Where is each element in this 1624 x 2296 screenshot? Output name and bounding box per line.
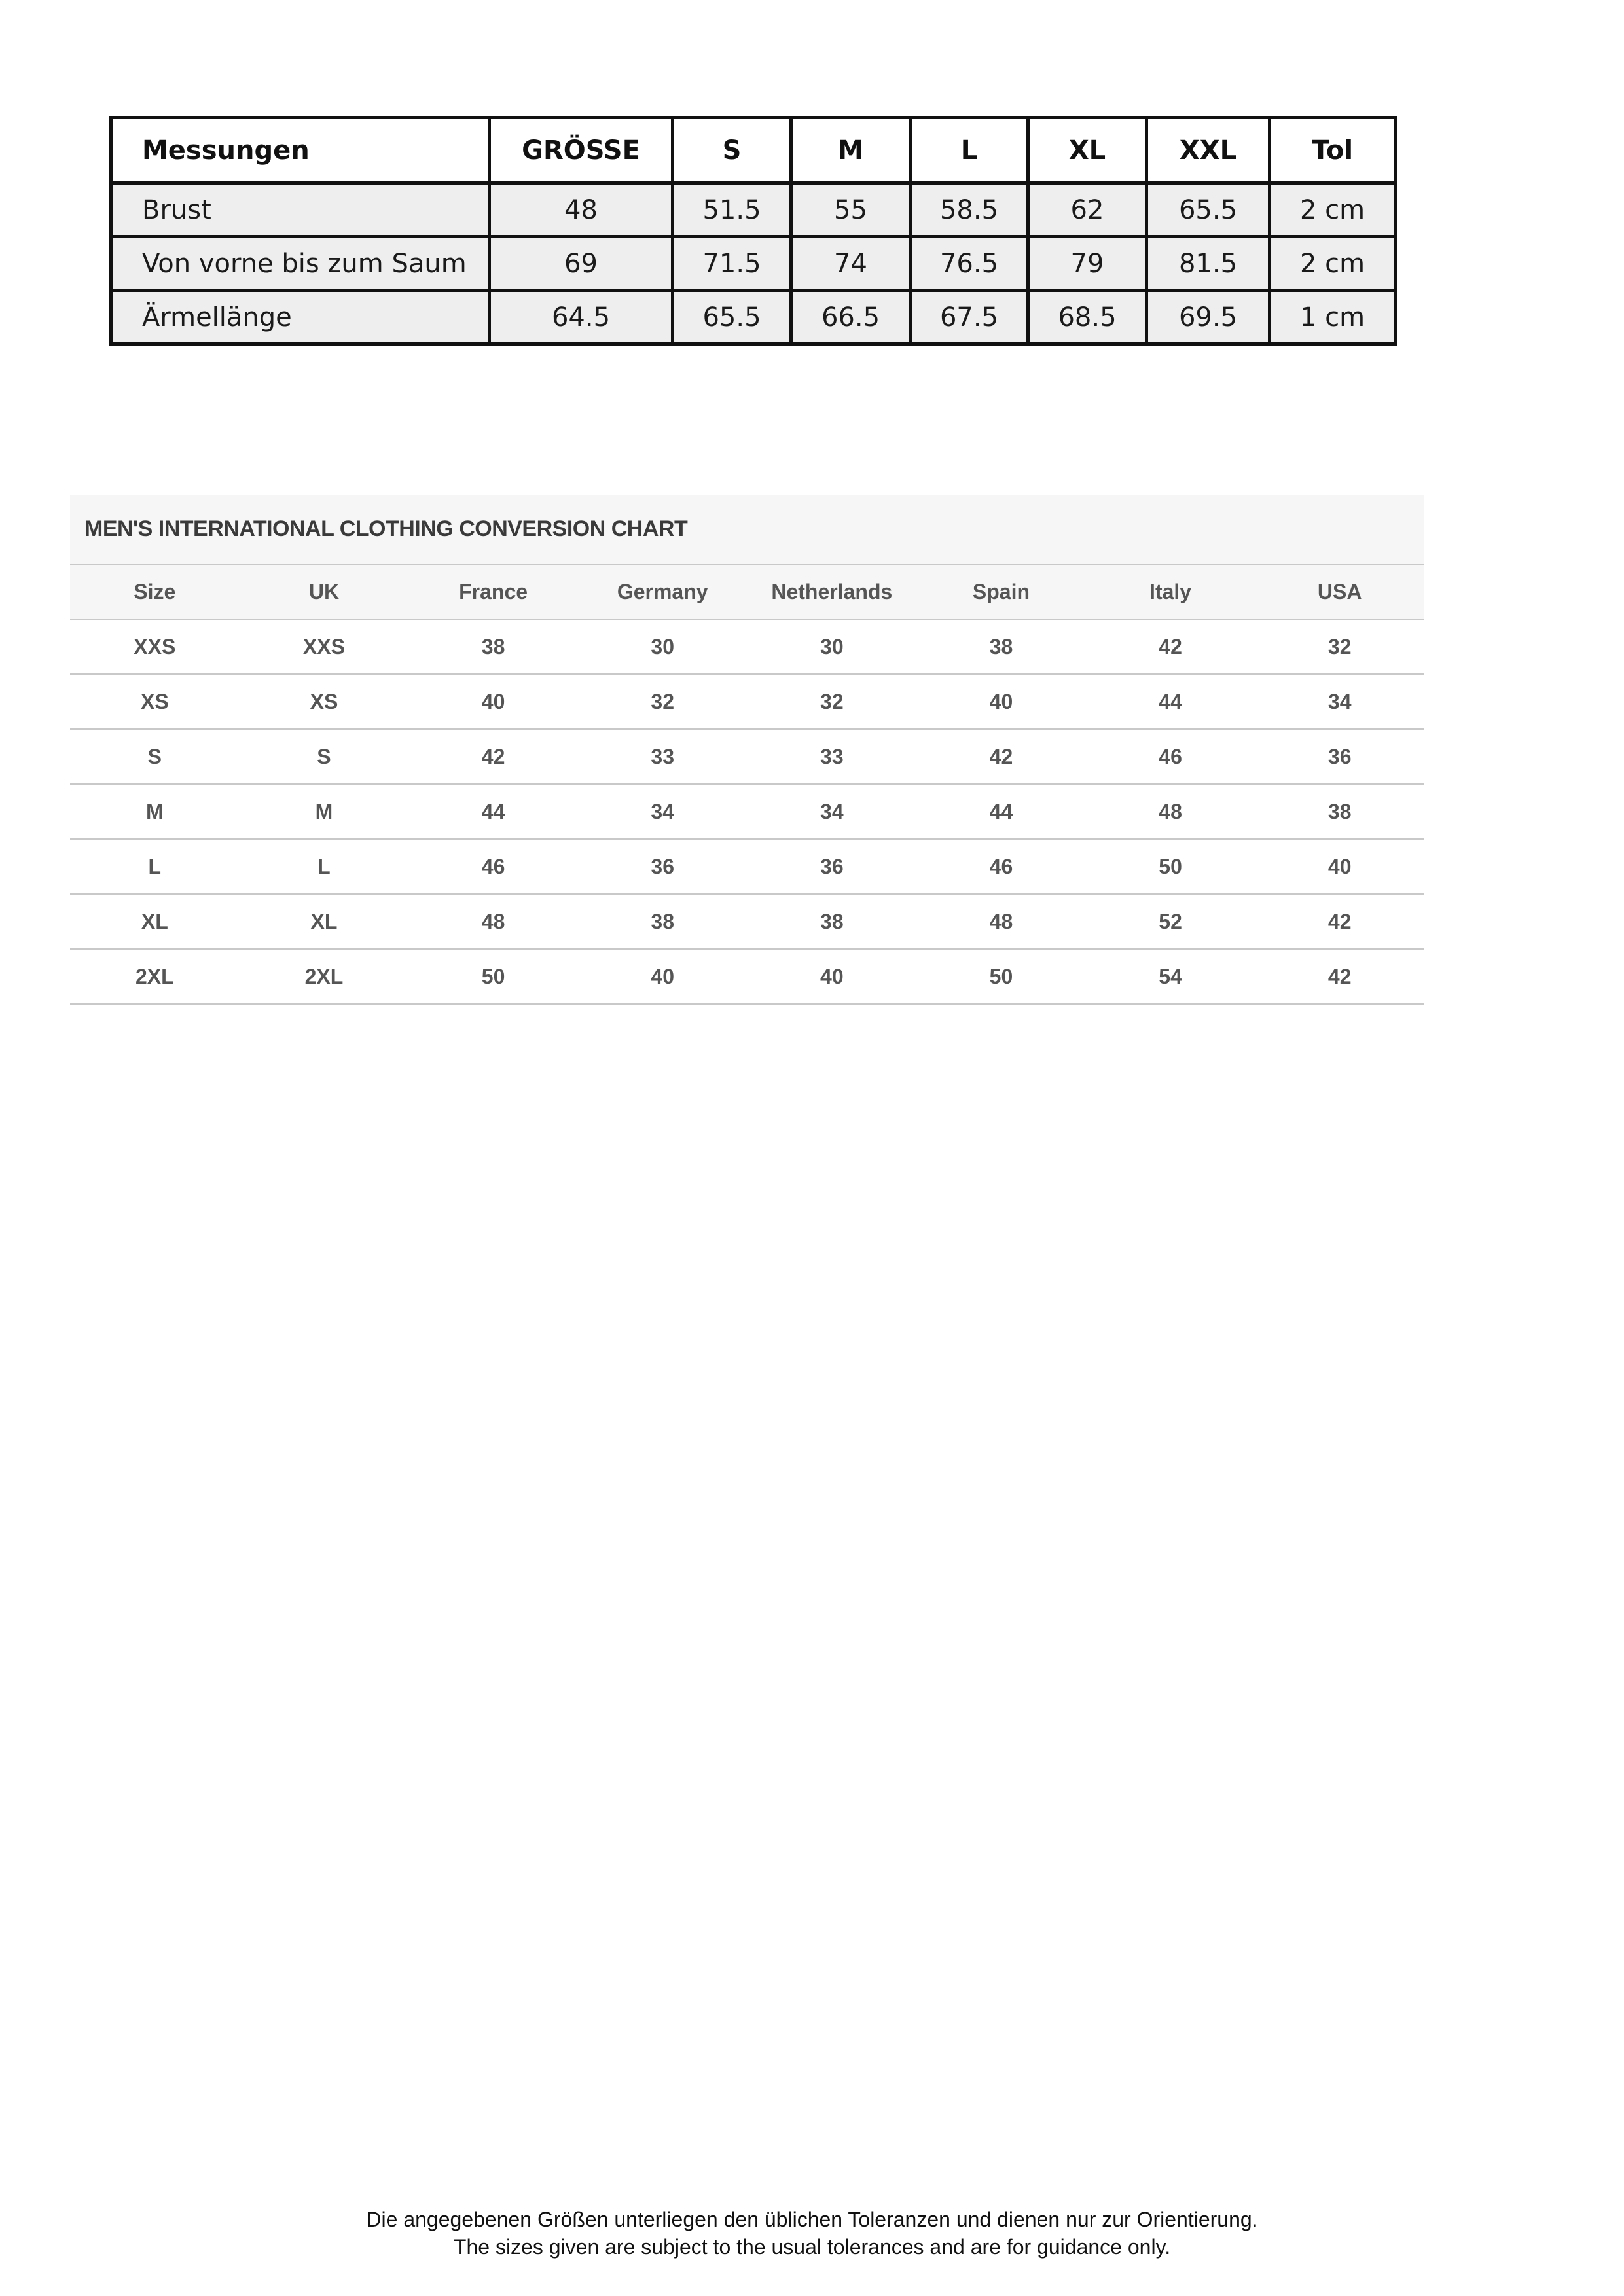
table-cell: 42 [1255,895,1424,950]
table-cell: 69.5 [1147,291,1270,344]
table-cell: 32 [748,675,917,730]
table-cell: 79 [1028,237,1147,291]
table-row [111,183,1396,237]
table-cell: 40 [578,950,748,1005]
table-cell: 52 [1086,895,1255,950]
table-cell: 33 [748,730,917,785]
table-cell: 42 [1086,620,1255,675]
table-cell: 48 [916,895,1086,950]
footer-note [0,2206,1624,2261]
table-cell: 2 cm [1270,237,1396,291]
table-cell: 38 [916,620,1086,675]
table-cell: 34 [578,785,748,840]
table-cell: 62 [1028,183,1147,237]
table-cell: 38 [578,895,748,950]
table-cell: XS [70,675,240,730]
table-cell: XXS [240,620,409,675]
table-cell: 36 [578,840,748,895]
table-row [70,785,1424,840]
measurements-header-cell: XXL [1147,118,1270,183]
table-cell: 2XL [240,950,409,1005]
table-cell: 34 [748,785,917,840]
table-cell: 50 [916,950,1086,1005]
table-cell: 67.5 [911,291,1028,344]
table-row [111,237,1396,291]
conversion-header-cell: Netherlands [748,565,917,620]
table-row [111,291,1396,344]
table-cell: 1 cm [1270,291,1396,344]
measurements-header-cell: XL [1028,118,1147,183]
table-cell: 36 [1255,730,1424,785]
table-cell: 40 [408,675,578,730]
table-cell: 44 [408,785,578,840]
table-cell: 58.5 [911,183,1028,237]
measurements-header-cell: L [911,118,1028,183]
table-cell: 36 [748,840,917,895]
table-cell: 74 [791,237,911,291]
table-cell: 38 [408,620,578,675]
table-cell: M [240,785,409,840]
conversion-header-cell: Italy [1086,565,1255,620]
table-cell: 42 [408,730,578,785]
table-row [70,675,1424,730]
table-cell: 42 [916,730,1086,785]
table-cell: 66.5 [791,291,911,344]
table-cell: 2 cm [1270,183,1396,237]
measurements-table [109,116,1397,346]
conversion-header-row [70,565,1424,620]
table-cell: S [70,730,240,785]
footer-line-english: The sizes given are subject to the usual tolerances and are for guidance only. [453,2235,1171,2259]
measurement-label: Brust [111,183,490,237]
measurement-label: Von vorne bis zum Saum [111,237,490,291]
table-cell: 2XL [70,950,240,1005]
table-cell: 76.5 [911,237,1028,291]
conversion-header-cell: Spain [916,565,1086,620]
table-row [70,840,1424,895]
conversion-table [70,565,1424,1005]
conversion-header-cell: UK [240,565,409,620]
table-cell: 32 [1255,620,1424,675]
conversion-chart-header [70,495,1424,565]
measurements-header-cell: Tol [1270,118,1396,183]
table-cell: 48 [490,183,673,237]
table-cell: 46 [1086,730,1255,785]
table-cell: XL [70,895,240,950]
table-cell: XS [240,675,409,730]
table-cell: 46 [916,840,1086,895]
table-cell: 71.5 [673,237,791,291]
table-cell: 44 [916,785,1086,840]
table-cell: 50 [408,950,578,1005]
conversion-header-cell: Germany [578,565,748,620]
table-cell: 38 [748,895,917,950]
conversion-header-cell: Size [70,565,240,620]
table-cell: 69 [490,237,673,291]
conversion-header-cell: USA [1255,565,1424,620]
table-cell: 30 [578,620,748,675]
table-cell: 30 [748,620,917,675]
table-cell: 55 [791,183,911,237]
table-cell: 33 [578,730,748,785]
table-row [70,730,1424,785]
table-cell: 38 [1255,785,1424,840]
table-cell: 51.5 [673,183,791,237]
table-cell: 40 [748,950,917,1005]
table-cell: 48 [1086,785,1255,840]
footer-line-german: Die angegebenen Größen unterliegen den üblichen Toleranzen und dienen nur zur Orientierung. [366,2208,1258,2231]
table-cell: M [70,785,240,840]
table-cell: 64.5 [490,291,673,344]
table-cell: L [240,840,409,895]
conversion-chart-title: MEN'S INTERNATIONAL CLOTHING CONVERSION CHART [84,516,688,541]
table-cell: 68.5 [1028,291,1147,344]
table-cell: 81.5 [1147,237,1270,291]
table-cell: 42 [1255,950,1424,1005]
measurements-header-row [111,118,1396,183]
table-cell: 54 [1086,950,1255,1005]
table-cell: 40 [1255,840,1424,895]
measurement-label: Ärmellänge [111,291,490,344]
table-cell: 65.5 [1147,183,1270,237]
table-cell: 65.5 [673,291,791,344]
conversion-chart [70,495,1424,1005]
table-row [70,950,1424,1005]
measurements-header-cell: Messungen [111,118,490,183]
table-cell: 34 [1255,675,1424,730]
table-cell: XL [240,895,409,950]
table-row [70,895,1424,950]
table-cell: 48 [408,895,578,950]
measurements-header-cell: S [673,118,791,183]
table-cell: 32 [578,675,748,730]
table-cell: 44 [1086,675,1255,730]
conversion-header-cell: France [408,565,578,620]
measurements-header-cell: GRÖSSE [490,118,673,183]
table-cell: XXS [70,620,240,675]
table-row [70,620,1424,675]
table-cell: 50 [1086,840,1255,895]
table-cell: 40 [916,675,1086,730]
table-cell: 46 [408,840,578,895]
measurements-header-cell: M [791,118,911,183]
table-cell: L [70,840,240,895]
table-cell: S [240,730,409,785]
